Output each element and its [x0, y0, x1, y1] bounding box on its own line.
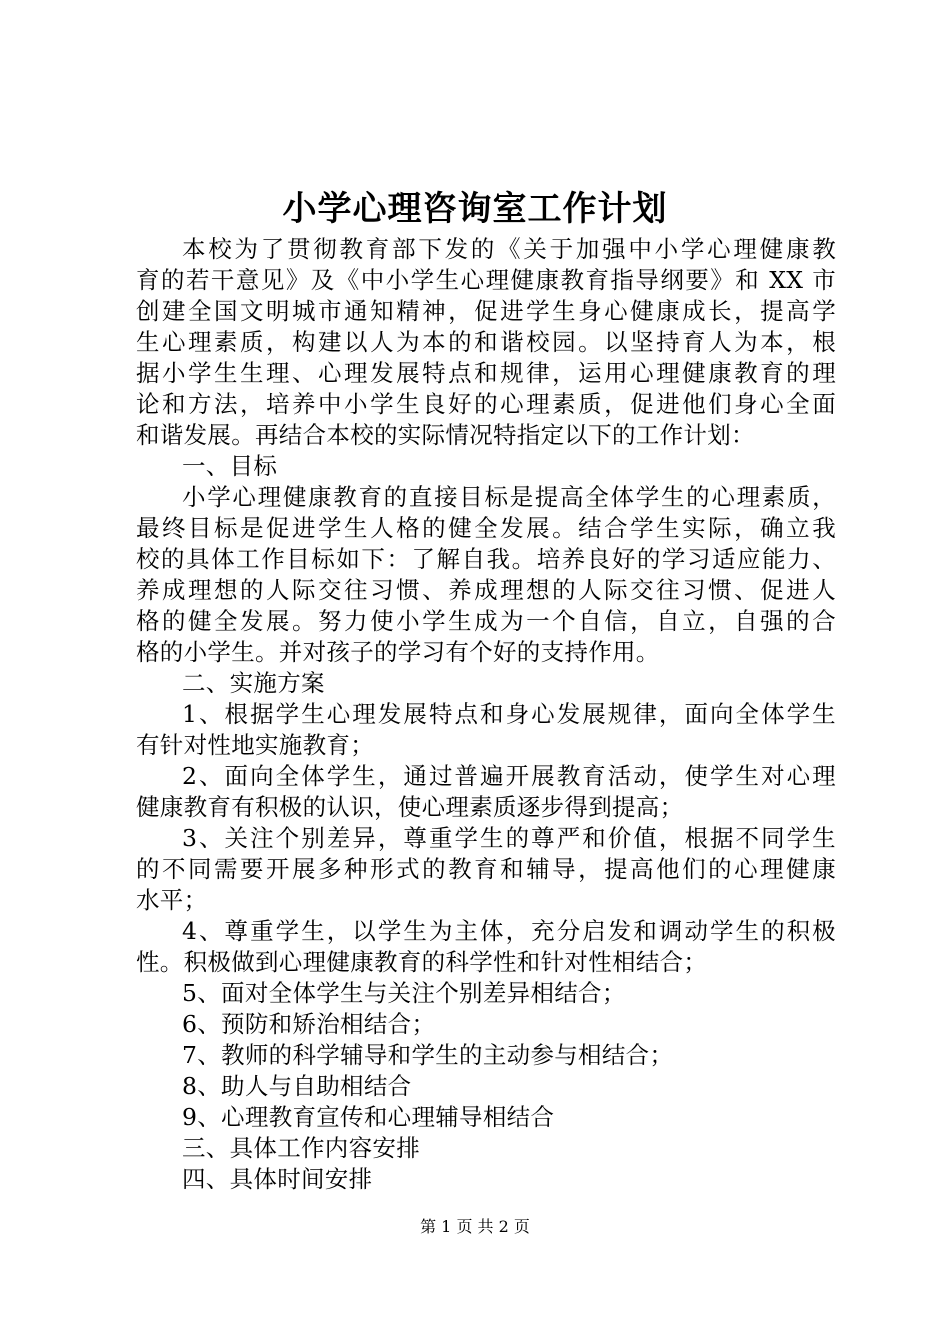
text-line: 育的若干意见》及《中小学生心理健康教育指导纲要》和 XX 市 — [136, 266, 836, 294]
text-line: 校的具体工作目标如下：了解自我。培养良好的学习适应能力、 — [136, 545, 836, 573]
text-line: 生心理素质，构建以人为本的和谐校园。以坚持育人为本，根 — [136, 328, 836, 356]
text-line: 2、面向全体学生，通过普遍开展教育活动，使学生对心理 — [182, 762, 836, 790]
text-line: 9、心理教育宣传和心理辅导相结合 — [182, 1103, 555, 1131]
text-line: 性。积极做到心理健康教育的科学性和针对性相结合； — [136, 948, 708, 976]
text-line: 8、助人与自助相结合 — [182, 1072, 412, 1100]
text-line: 一、目标 — [182, 452, 278, 480]
text-line: 3、关注个别差异，尊重学生的尊严和价值，根据不同学生 — [182, 824, 836, 852]
page-footer: 第 1 页 共 2 页 — [420, 1217, 530, 1236]
text-line: 小学心理健康教育的直接目标是提高全体学生的心理素质， — [182, 483, 836, 511]
text-line: 据小学生生理、心理发展特点和规律，运用心理健康教育的理 — [136, 359, 836, 387]
text-line: 三、具体工作内容安排 — [182, 1134, 420, 1162]
text-line: 二、实施方案 — [182, 669, 325, 697]
text-line: 论和方法，培养中小学生良好的心理素质，促进他们身心全面 — [136, 390, 836, 418]
text-line: 健康教育有积极的认识，使心理素质逐步得到提高； — [136, 793, 684, 821]
text-line: 5、面对全体学生与关注个别差异相结合； — [182, 979, 626, 1007]
text-line: 最终目标是促进学生人格的健全发展。结合学生实际，确立我 — [136, 514, 836, 542]
text-line: 水平； — [136, 886, 208, 914]
document-title: 小学心理咨询室工作计划 — [282, 189, 668, 229]
text-line: 和谐发展。再结合本校的实际情况特指定以下的工作计划： — [136, 421, 755, 449]
text-line: 四、具体时间安排 — [182, 1165, 373, 1193]
text-line: 本校为了贯彻教育部下发的《关于加强中小学心理健康教 — [182, 235, 836, 263]
text-line: 有针对性地实施教育； — [136, 731, 374, 759]
text-line: 4、尊重学生，以学生为主体，充分启发和调动学生的积极 — [182, 917, 836, 945]
text-line: 的不同需要开展多种形式的教育和辅导，提高他们的心理健康 — [136, 855, 836, 883]
text-line: 格的小学生。并对孩子的学习有个好的支持作用。 — [136, 638, 660, 666]
text-line: 创建全国文明城市通知精神，促进学生身心健康成长，提高学 — [136, 297, 836, 325]
text-line: 6、预防和矫治相结合； — [182, 1010, 436, 1038]
text-line: 格的健全发展。努力使小学生成为一个自信，自立，自强的合 — [136, 607, 836, 635]
text-line: 养成理想的人际交往习惯、养成理想的人际交往习惯、促进人 — [136, 576, 836, 604]
document-body — [136, 234, 836, 1195]
text-line: 7、教师的科学辅导和学生的主动参与相结合； — [182, 1041, 674, 1069]
text-line: 1、根据学生心理发展特点和身心发展规律，面向全体学生 — [182, 700, 836, 728]
